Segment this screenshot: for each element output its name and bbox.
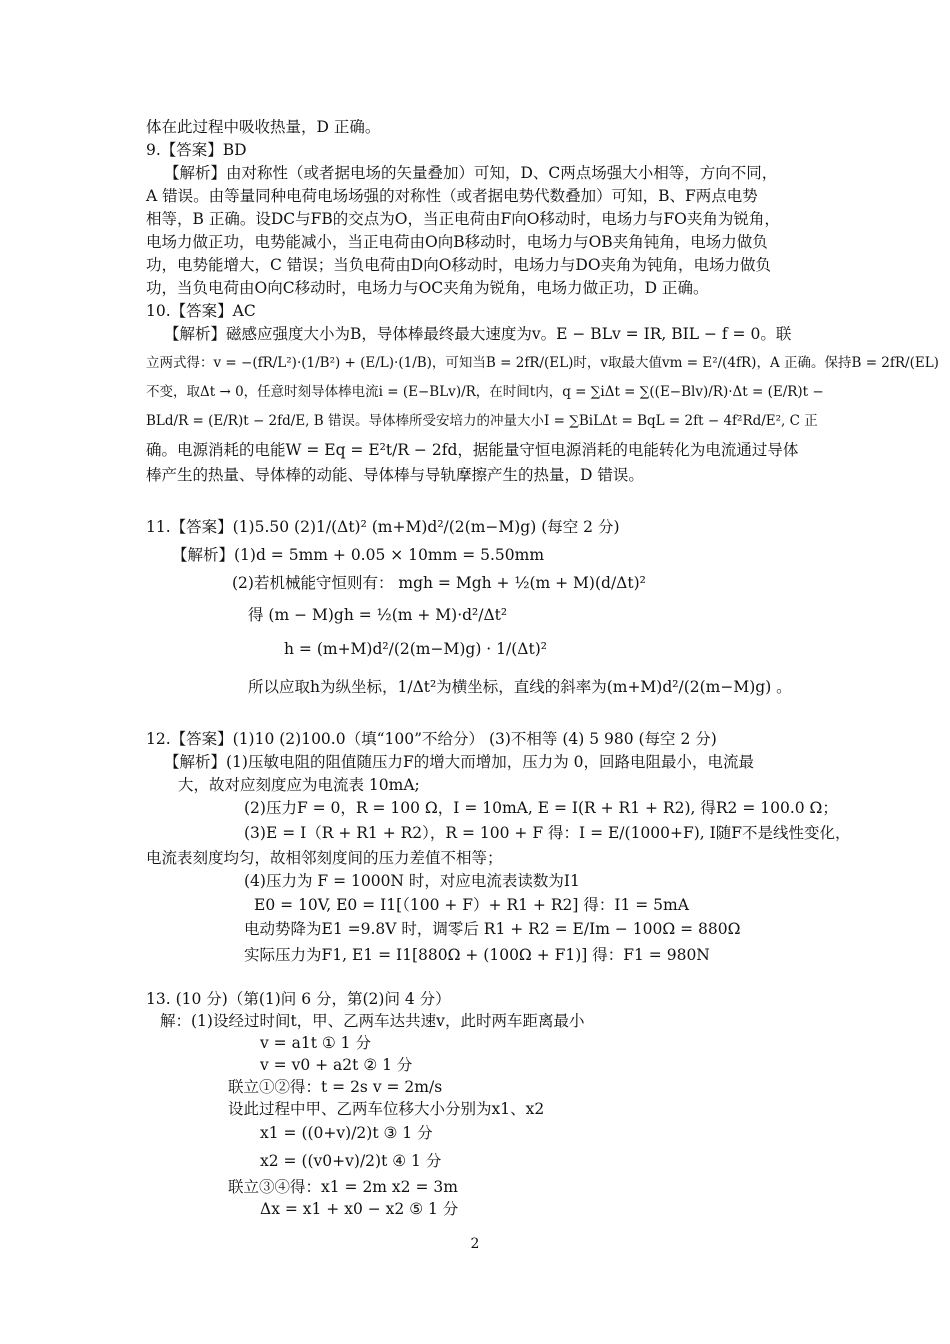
text-line: 13. (10 分)（第(1)问 6 分，第(2)问 4 分） — [146, 990, 451, 1008]
text-line: 电流表刻度均匀，故相邻刻度间的压力差值不相等； — [146, 849, 503, 867]
page-number: 2 — [470, 1236, 480, 1252]
text-line: 不变，取Δt → 0，任意时刻导体棒电流i = (E−BLv)/R，在时间t内，q = ∑iΔt = ∑((E−Blv)/R)·Δt = (E/R)t − — [146, 384, 824, 400]
text-line: 确。电源消耗的电能W = Eq = E²t/R − 2fd，据能量守恒电源消耗的电能转化为电流通过导体 — [146, 441, 799, 459]
text-line: 大，故对应刻度应为电流表 10mA; — [178, 776, 420, 794]
text-line: 棒产生的热量、导体棒的动能、导体棒与导轨摩擦产生的热量，D 错误。 — [146, 466, 644, 484]
text-line: 【解析】(1)压敏电阻的阻值随压力F的增大而增加，压力为 0，回路电阻最小，电流最 — [164, 753, 755, 771]
text-line: 【解析】(1)d = 5mm + 0.05 × 10mm = 5.50mm — [172, 546, 545, 564]
text-line: (2)若机械能守恒则有： mgh = Mgh + ½(m + M)(d/Δt)² — [232, 574, 646, 592]
text-line: 功，电势能增大，C 错误；当负电荷由D向O移动时，电场力与DO夹角为钝角，电场力做负 — [146, 256, 772, 274]
text-line: Δx = x1 + x0 − x2 ⑤ 1 分 — [260, 1200, 459, 1218]
text-line: 得 (m − M)gh = ½(m + M)·d²/Δt² — [248, 606, 508, 624]
text-line: 电动势降为E1 =9.8V 时，调零后 R1 + R2 = E/Im − 100Ω = 880Ω — [244, 920, 741, 938]
text-line: 【解析】磁感应强度大小为B，导体棒最终最大速度为v。E − BLv = IR, BIL − f = 0。联 — [164, 325, 792, 343]
text-line: BLd/R = (E/R)t − 2fd/E, B 错误。导体棒所受安培力的冲量大小I = ∑BiLΔt = BqL = 2ft − 4f²Rd/E², C 正 — [146, 413, 818, 429]
text-line: 【解析】由对称性（或者据电场的矢量叠加）可知，D、C两点场强大小相等，方向不同， — [164, 164, 778, 182]
text-line: 设此过程中甲、乙两车位移大小分别为x1、x2 — [228, 1100, 545, 1118]
text-line: (3)E = I（R + R1 + R2），R = 100 + F 得：I = E/(1000+F), I随F不是线性变化， — [244, 824, 851, 842]
text-line: A 错误。由等量同种电荷电场场强的对称性（或者据电势代数叠加）可知，B、F两点电势 — [146, 187, 758, 205]
text-line: (2)压力F = 0，R = 100 Ω，I = 10mA, E = I(R + R1 + R2), 得R2 = 100.0 Ω； — [244, 799, 838, 817]
text-line: 立两式得：v = −(fR/L²)·(1/B²) + (E/L)·(1/B)，可知当B = 2fR/(EL)时，v取最大值vm = E²/(4fR)，A 正确。保持B = 2fR/(EL) — [146, 355, 939, 371]
text-line: x1 = ((0+v)/2)t ③ 1 分 — [260, 1124, 433, 1142]
text-line: v = v0 + a2t ② 1 分 — [260, 1056, 413, 1074]
text-line: 11.【答案】(1)5.50 (2)1/(Δt)² (m+M)d²/(2(m−M)g) (每空 2 分) — [146, 518, 620, 536]
text-line: x2 = ((v0+v)/2)t ④ 1 分 — [260, 1152, 442, 1170]
text-line: 联立①②得：t = 2s v = 2m/s — [228, 1078, 443, 1096]
text-line: h = (m+M)d²/(2(m−M)g) · 1/(Δt)² — [284, 640, 547, 658]
text-line: 电场力做正功，电势能减小，当正电荷由O向B移动时，电场力与OB夹角钝角，电场力做负 — [146, 233, 768, 251]
text-line: 相等，B 正确。设DC与FB的交点为O，当正电荷由F向O移动时，电场力与FO夹角为锐角， — [146, 210, 780, 228]
text-line: 所以应取h为纵坐标，1/Δt²为横坐标，直线的斜率为(m+M)d²/(2(m−M)g) 。 — [248, 678, 792, 696]
text-line: v = a1t ① 1 分 — [260, 1034, 371, 1052]
text-line: 解：(1)设经过时间t，甲、乙两车达共速v，此时两车距离最小 — [160, 1012, 585, 1030]
text-line: 12.【答案】(1)10 (2)100.0（填“100”不给分） (3)不相等 (4) 5 980 (每空 2 分) — [146, 730, 717, 748]
text-line: 10.【答案】AC — [146, 302, 256, 320]
text-line: 联立③④得：x1 = 2m x2 = 3m — [228, 1178, 458, 1196]
text-line: 体在此过程中吸收热量，D 正确。 — [146, 118, 381, 136]
text-line: (4)压力为 F = 1000N 时，对应电流表读数为I1 — [244, 872, 580, 890]
text-line: 功，当负电荷由O向C移动时，电场力与OC夹角为锐角，电场力做正功，D 正确。 — [146, 279, 709, 297]
text-line: E0 = 10V, E0 = I1[（100 + F）+ R1 + R2] 得：I1 = 5mA — [254, 896, 689, 914]
text-line: 实际压力为F1, E1 = I1[880Ω + (100Ω + F1)] 得：F1 = 980N — [244, 946, 710, 964]
text-line: 9.【答案】BD — [146, 141, 247, 159]
